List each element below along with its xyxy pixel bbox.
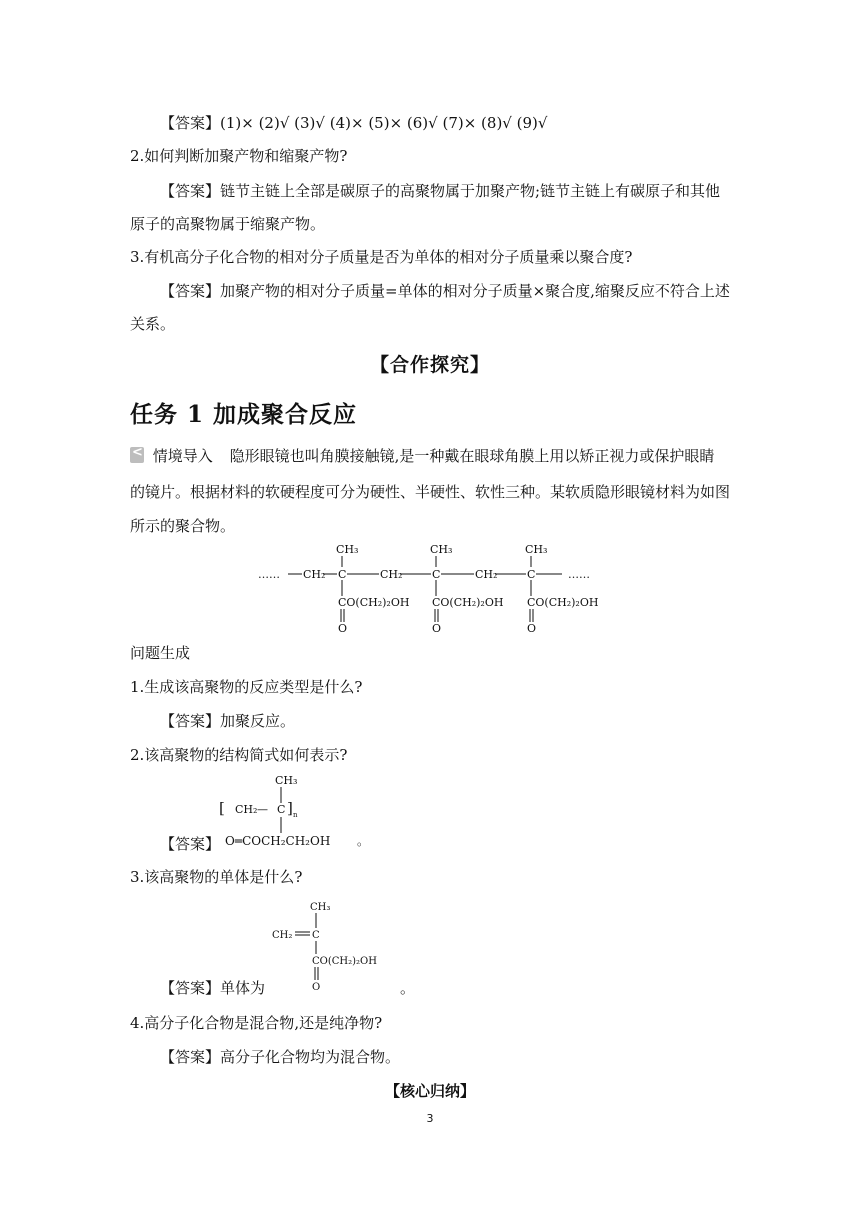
monomer-formula [268,896,408,992]
side-2: CO(CH₂)₂OH [432,596,504,609]
ch3-3: CH₃ [525,543,548,556]
answer-3-line-b: 关系。 [130,315,176,333]
ru-n: n [293,811,298,819]
problem-heading: 问题生成 [130,644,191,662]
ch3-1: CH₃ [336,543,359,556]
question-1: 1.生成该高聚物的反应类型是什么? [130,678,363,696]
answer-3-label: 【答案】单体为 [160,979,266,997]
answer-line-1: 【答案】(1)× (2)√ (3)√ (4)× (5)× (6)√ (7)× (8)√ (9)√ [160,114,548,132]
page-number: 3 [426,1112,434,1125]
question-3b: 3.该高聚物的单体是什么? [130,868,303,886]
mono-o: O [312,982,321,992]
side-1: CO(CH₂)₂OH [338,596,410,609]
scene-icon [130,447,144,463]
ru-left-bracket: [ [219,799,225,817]
intro-line-b: 的镜片。根据材料的软硬程度可分为硬性、半硬性、软性三种。某软质隐形眼镜材料为如图 [130,483,731,501]
intro-line-c: 所示的聚合物。 [130,517,236,535]
answer-2-line-a: 【答案】链节主链上全部是碳原子的高聚物属于加聚产物;链节主链上有碳原子和其他 [160,182,721,200]
ch3-2: CH₃ [430,543,453,556]
o-1: O [338,622,348,635]
mono-c: C [312,930,320,941]
intro-line-a [130,445,714,466]
mono-ch2: CH₂ [272,930,293,941]
answer-1: 【答案】加聚反应。 [160,712,296,730]
mono-ch3: CH₃ [310,902,331,913]
dots-left: …… [258,568,280,581]
c-2: C [432,568,441,581]
question-2: 2.如何判断加聚产物和缩聚产物? [130,147,348,165]
answer-2-label: 【答案】 [160,835,221,853]
question-2b: 2.该高聚物的结构简式如何表示? [130,746,348,764]
ch2-3: CH₂ [475,568,498,581]
task-title: 任务 1 加成聚合反应 [130,401,358,428]
answer-3-line-a: 【答案】加聚产物的相对分子质量=单体的相对分子质量×聚合度,缩聚反应不符合上述 [160,282,730,300]
intro-label: 情境导入 [152,447,213,465]
question-3: 3.有机高分子化合物的相对分子质量是否为单体的相对分子质量乘以聚合度? [130,248,633,266]
ru-end: 。 [357,834,370,848]
dots-right: …… [568,568,590,581]
intro-text-a: 隐形眼镜也叫角膜接触镜,是一种戴在眼球角膜上用以矫正视力或保护眼睛 [229,447,715,465]
answer-4: 【答案】高分子化合物均为混合物。 [160,1048,401,1066]
c-3: C [527,568,536,581]
side-3: CO(CH₂)₂OH [527,596,599,609]
ru-ch2: CH₂ [235,803,258,816]
bottom-title: 【核心归纳】 [384,1082,475,1100]
mono-side: CO(CH₂)₂OH [312,956,377,967]
answer-3-end: 。 [400,979,416,997]
o-2: O [432,622,442,635]
repeat-unit-formula [215,770,385,852]
polymer-structure-figure [250,538,610,638]
ru-dash: — [257,803,268,816]
ch2-1: CH₂ [303,568,326,581]
ru-ch3: CH₃ [275,774,298,787]
answer-2-line-b: 原子的高聚物属于缩聚产物。 [130,215,326,233]
section-title: 【合作探究】 [369,354,490,376]
ru-c: C [277,803,286,816]
question-4: 4.高分子化合物是混合物,还是纯净物? [130,1014,383,1032]
ru-bottom: O═COCH₂CH₂OH [225,834,331,848]
c-1: C [338,568,347,581]
o-3: O [527,622,537,635]
ru-right-bracket: ] [287,799,293,817]
ch2-2: CH₂ [380,568,403,581]
